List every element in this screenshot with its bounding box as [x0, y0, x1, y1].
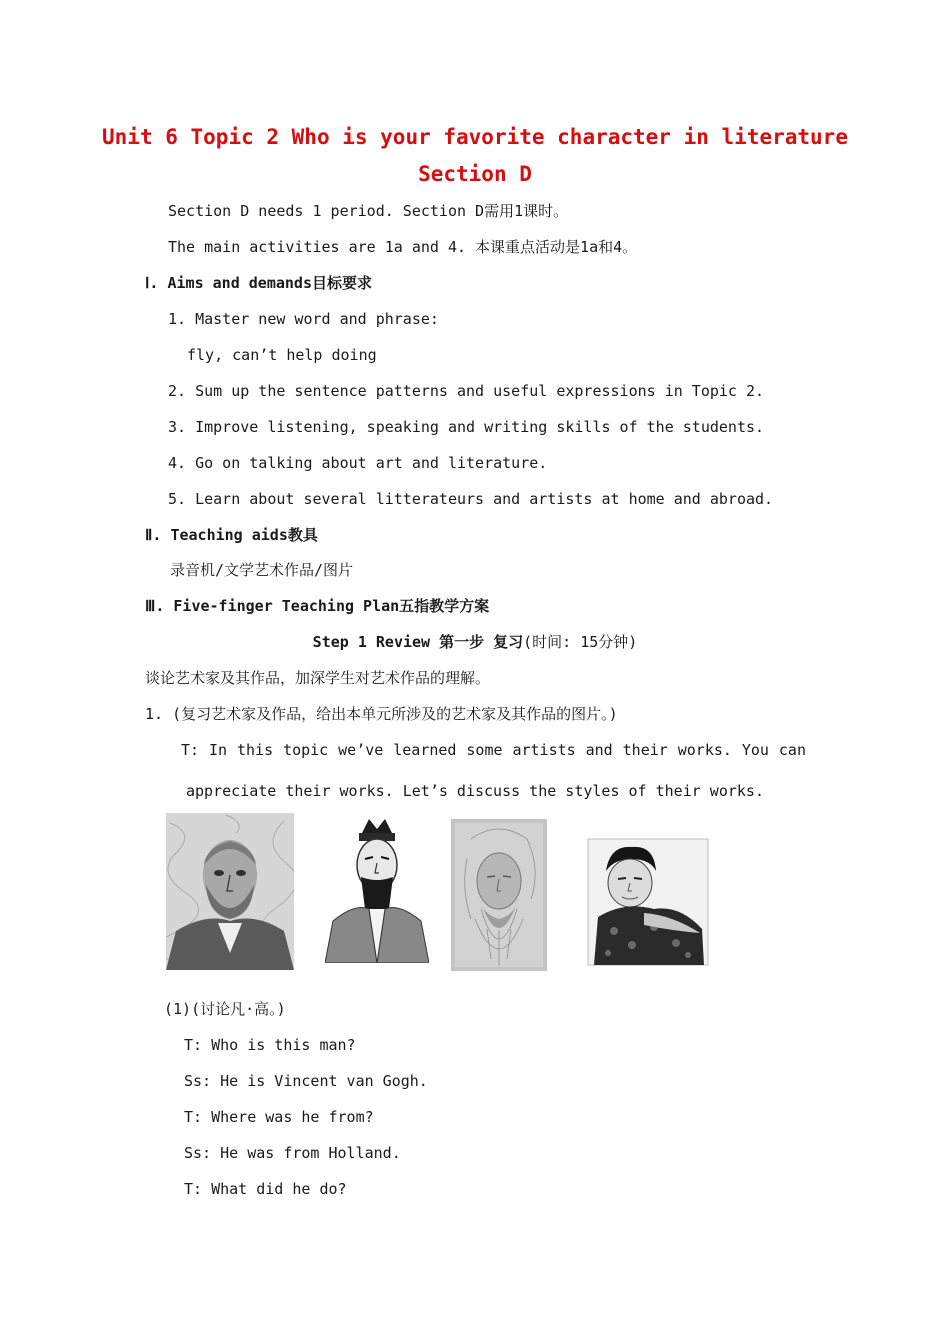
aims-heading: Ⅰ. Aims and demands目标要求: [145, 274, 372, 292]
word: can: [778, 741, 806, 759]
aids-heading: Ⅱ. Teaching aids教具: [145, 526, 318, 544]
step-1-description: 谈论艺术家及其作品，加深学生对艺术作品的理解。: [145, 669, 491, 687]
intro-activities: The main activities are 1a and 4. 本课重点活动是1a和4。: [168, 238, 638, 256]
section-subtitle: Section D: [418, 162, 532, 186]
aim-item-5: 5. Learn about several litterateurs and artists at home and abroad.: [168, 490, 774, 508]
word: In: [209, 741, 228, 759]
word: their: [622, 741, 668, 759]
intro-period: Section D needs 1 period. Section D需用1课时。: [168, 202, 569, 220]
dialogue-line: Ss: He was from Holland.: [184, 1144, 401, 1162]
word: and: [585, 741, 613, 759]
word: this: [237, 741, 274, 759]
portrait-van-gogh-image: [166, 813, 294, 970]
portrait-modern-writer-image: [584, 835, 712, 969]
aim-item-1-phrases: fly, can’t help doing: [187, 346, 377, 364]
word: we’ve: [338, 741, 384, 759]
aids-text: 录音机/文学艺术作品/图片: [170, 561, 354, 579]
aim-item-2: 2. Sum up the sentence patterns and useful expressions in Topic 2.: [168, 382, 765, 400]
word: T:: [181, 741, 200, 759]
step-1-item-1: 1. (复习艺术家及作品，给出本单元所涉及的艺术家及其作品的图片。): [145, 705, 618, 723]
step-1-label: Step 1 Review 第一步 复习: [312, 633, 524, 651]
aim-item-3: 3. Improve listening, speaking and writing skills of the students.: [168, 418, 765, 436]
portrait-da-vinci-image: [451, 819, 547, 971]
dialogue-line: T: Where was he from?: [184, 1108, 374, 1126]
step-1-heading: [0, 632, 950, 652]
aim-item-4: 4. Go on talking about art and literature.: [168, 454, 548, 472]
portrait-chinese-scholar-image: [325, 813, 429, 963]
teacher-line-justified: [181, 740, 806, 760]
word: artists: [512, 741, 576, 759]
aim-item-1: 1. Master new word and phrase:: [168, 310, 439, 328]
sub-item-van-gogh: (1)(讨论凡·高。): [164, 1000, 286, 1018]
dialogue-line: T: What did he do?: [184, 1180, 347, 1198]
teacher-line-continued: appreciate their works. Let’s discuss the styles of their works.: [186, 782, 764, 800]
word: You: [741, 741, 769, 759]
plan-heading: Ⅲ. Five-finger Teaching Plan五指教学方案: [145, 597, 490, 615]
page-title: Unit 6 Topic 2 Who is your favorite character in literature: [102, 125, 848, 149]
word: topic: [283, 741, 329, 759]
dialogue-line: T: Who is this man?: [184, 1036, 356, 1054]
dialogue-line: Ss: He is Vincent van Gogh.: [184, 1072, 428, 1090]
word: learned: [393, 741, 457, 759]
word: some: [466, 741, 503, 759]
step-1-time: (时间: 15分钟): [523, 633, 638, 651]
word: works.: [677, 741, 732, 759]
